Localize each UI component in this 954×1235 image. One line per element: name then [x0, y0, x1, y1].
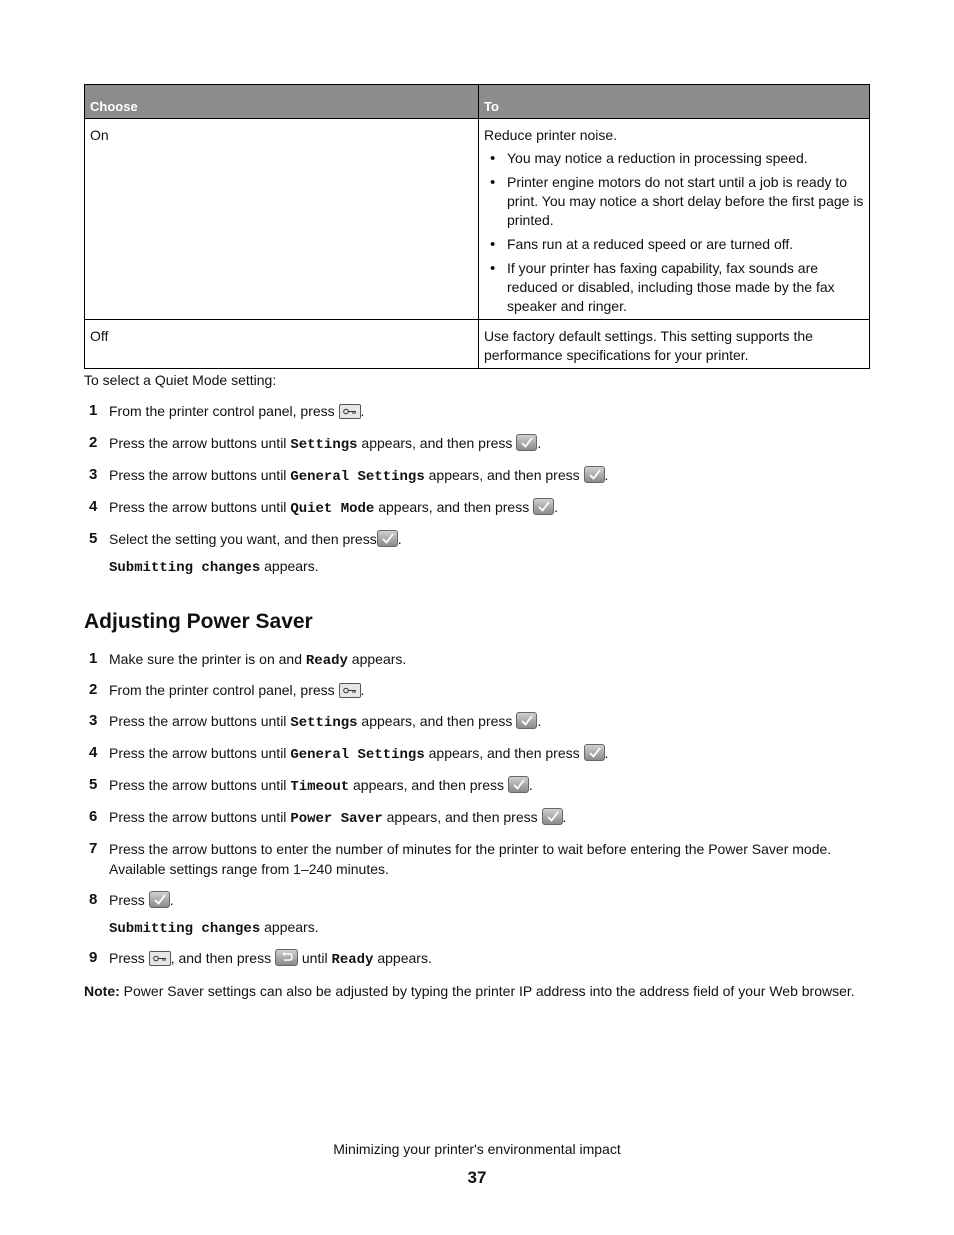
- ps-step-3: 3 Press the arrow buttons until Settings appears, and then press .: [89, 712, 542, 731]
- ps-submit-message: Submitting changes appears.: [109, 919, 319, 937]
- to-on-cell: [479, 119, 870, 320]
- quiet-intro: To select a Quiet Mode setting:: [84, 372, 277, 388]
- check-select-icon: [516, 712, 537, 729]
- check-select-icon: [377, 530, 398, 547]
- back-arrow-icon: [275, 949, 298, 966]
- check-select-icon: [584, 466, 605, 483]
- header-to: To: [479, 85, 870, 119]
- footer-section-title: Minimizing your printer's environmental impact: [333, 1141, 621, 1157]
- quiet-step-1: 1 From the printer control panel, press .: [89, 402, 365, 419]
- bullet-list: [484, 149, 864, 316]
- page-number: 37: [467, 1168, 487, 1187]
- ps-step-5: 5 Press the arrow buttons until Timeout appears, and then press .: [89, 776, 533, 795]
- check-select-icon: [584, 744, 605, 761]
- list-item: • You may notice a reduction in processing speed.: [484, 149, 864, 168]
- quiet-mode-options-table: [84, 84, 870, 369]
- ps-step-2: 2 From the printer control panel, press .: [89, 681, 365, 698]
- ps-step-4: 4 Press the arrow buttons until General Settings appears, and then press .: [89, 744, 609, 763]
- quiet-step-4: 4 Press the arrow buttons until Quiet Mode appears, and then press .: [89, 498, 558, 517]
- ps-step-1: 1 Make sure the printer is on and Ready appears.: [89, 650, 407, 669]
- key-menu-icon: [339, 404, 361, 419]
- ps-step-6: 6 Press the arrow buttons until Power Saver appears, and then press .: [89, 808, 567, 827]
- key-menu-icon: [149, 951, 171, 966]
- choose-on: On: [85, 119, 479, 320]
- list-item: • If your printer has faxing capability, fax sounds are reduced or disabled, including those made by the fax speaker and ringer.: [484, 259, 864, 316]
- header-choose: Choose: [85, 85, 479, 119]
- check-select-icon: [516, 434, 537, 451]
- to-off: Use factory default settings. This setting supports the performance specifications for your printer.: [479, 320, 870, 369]
- ps-step-7: 7 Press the arrow buttons to enter the number of minutes for the printer to wait before entering the Power Saver mode. Available settings range from 1–240 minutes.: [89, 840, 832, 877]
- table-row: [85, 320, 870, 369]
- quiet-submit-message: Submitting changes appears.: [109, 558, 319, 576]
- to-on-text: Reduce printer noise.: [484, 127, 618, 143]
- ps-step-9: 9 Press , and then press until Ready appears.: [89, 949, 432, 968]
- key-menu-icon: [339, 683, 361, 698]
- quiet-step-3: 3 Press the arrow buttons until General Settings appears, and then press .: [89, 466, 609, 485]
- quiet-step-2: 2 Press the arrow buttons until Settings appears, and then press .: [89, 434, 542, 453]
- quiet-step-5: 5 Select the setting you want, and then press .: [89, 530, 402, 547]
- check-select-icon: [542, 808, 563, 825]
- table-row: [85, 119, 870, 320]
- choose-off: Off: [85, 320, 479, 369]
- section-title: Adjusting Power Saver: [84, 610, 313, 633]
- check-select-icon: [149, 891, 170, 908]
- check-select-icon: [533, 498, 554, 515]
- list-item: • Fans run at a reduced speed or are turned off.: [484, 235, 864, 254]
- list-item: • Printer engine motors do not start until a job is ready to print. You may notice a short delay before the first page is printed.: [484, 173, 864, 230]
- ps-step-8: 8 Press .: [89, 891, 174, 908]
- note-paragraph: Note: Power Saver settings can also be adjusted by typing the printer IP address into the address field of your Web browser.: [84, 983, 855, 999]
- check-select-icon: [508, 776, 529, 793]
